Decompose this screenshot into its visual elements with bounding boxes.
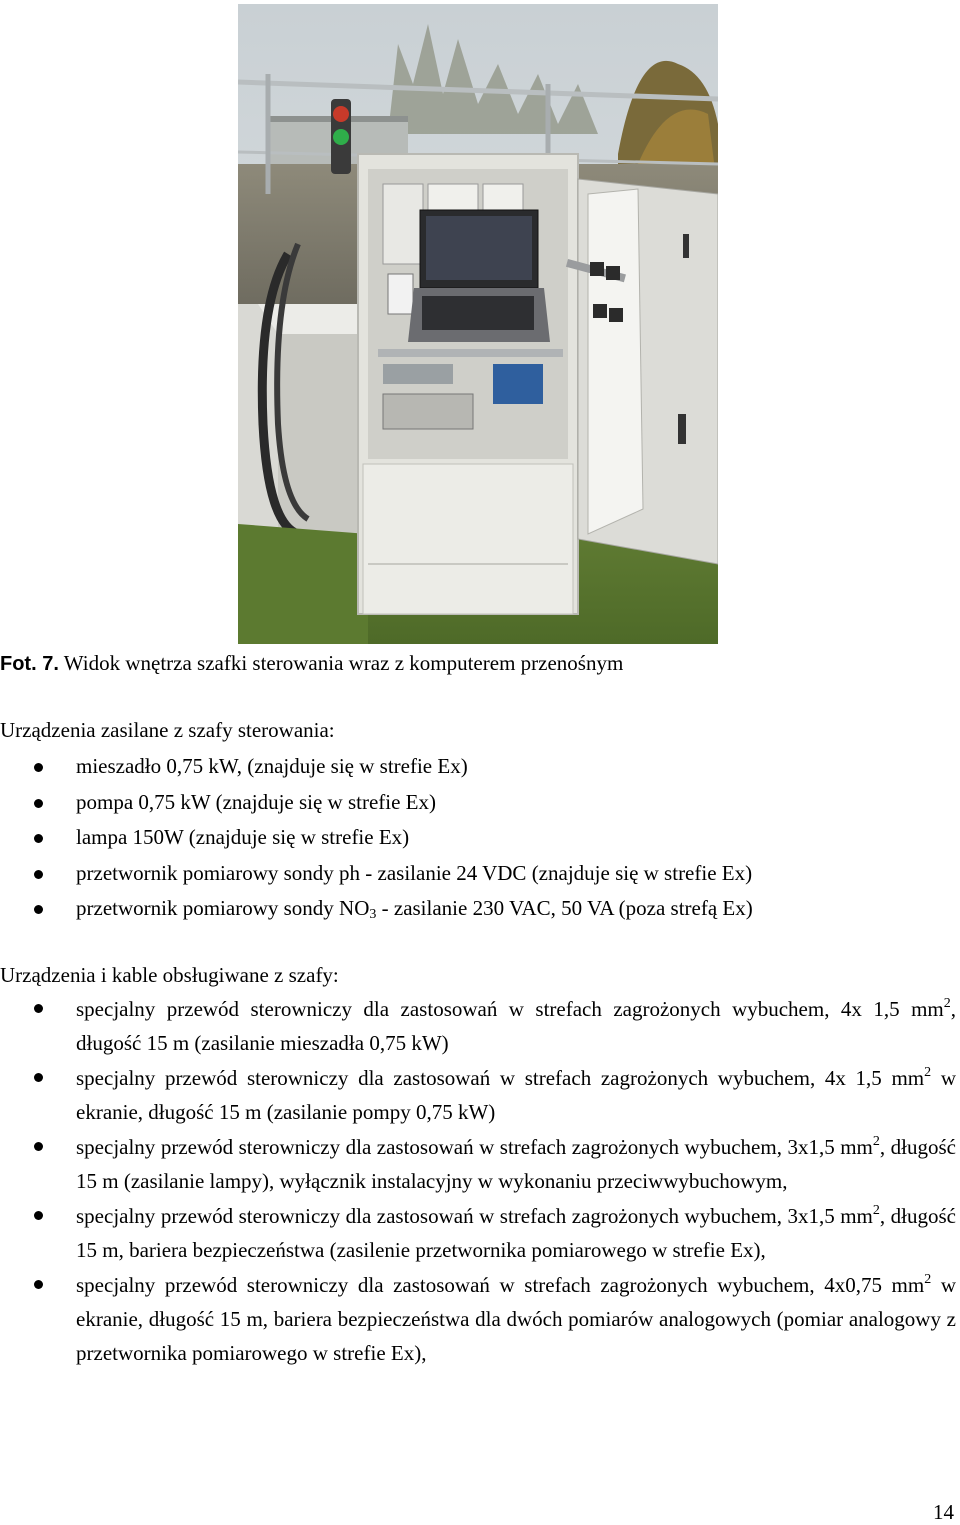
powered-devices-list [0,753,956,931]
bullet-icon [34,1073,43,1082]
list-item: specjalny przewód sterowniczy dla zastosowań w strefach zagrożonych wybuchem, 4x 1,5 $mm^2$, długość 15 m (zasilanie mieszadła 0,75 kW) [0,992,956,1060]
figure-caption [0,650,623,677]
page-number: 14 [933,1500,954,1524]
list-item: specjalny przewód sterowniczy dla zastosowań w strefach zagrożonych wybuchem, 4x 1,5 $mm^2$ w ekranie, długość 15 m (zasilanie pompy 0,75 kW) [0,1061,956,1129]
list-item: specjalny przewód sterowniczy dla zastosowań w strefach zagrożonych wybuchem, 3x1,5 $mm^2$, długość 15 m (zasilanie lampy), wyłącznik instalacyjny w wykonaniu przeciwwybuchowym, [0,1130,956,1198]
list-item: przetwornik pomiarowy sondy $NO_3$ - zasilanie 230 VAC, 50 VA (poza strefą Ex) [0,895,956,931]
cables-list [0,992,956,1371]
section1-heading: Urządzenia zasilane z szafy sterowania: [0,718,335,742]
cabinet-photo [238,4,718,644]
bullet-icon [34,799,43,808]
bullet-icon [34,1142,43,1151]
caption-label: Fot. 7. [0,653,59,675]
section2-heading: Urządzenia i kable obsługiwane z szafy: [0,963,339,987]
bullet-icon [34,870,43,879]
list-item: pompa 0,75 kW (znajduje się w strefie Ex) [0,789,956,825]
list-item: przetwornik pomiarowy sondy ph - zasilanie 24 VDC (znajduje się w strefie Ex) [0,860,956,896]
bullet-icon [34,834,43,843]
bullet-icon [34,905,43,914]
list-item: mieszadło 0,75 kW, (znajduje się w strefie Ex) [0,753,956,789]
list-item: specjalny przewód sterowniczy dla zastosowań w strefach zagrożonych wybuchem, 4x0,75 $mm^2$ w ekranie, długość 15 m, bariera bezpieczeństwa dla dwóch pomiarów analogowych (pomiar analogowy z przetwornika pomiarowego w strefie Ex), [0,1268,956,1370]
bullet-icon [34,763,43,772]
bullet-icon [34,1004,43,1013]
list-item: specjalny przewód sterowniczy dla zastosowań w strefach zagrożonych wybuchem, 3x1,5 $mm^2$, długość 15 m, bariera bezpieczeństwa (zasilenie przetwornika pomiarowego w strefie Ex), [0,1199,956,1267]
list-item: lampa 150W (znajduje się w strefie Ex) [0,824,956,860]
caption-text: Widok wnętrza szafki sterowania wraz z komputerem przenośnym [63,651,624,675]
bullet-icon [34,1211,43,1220]
bullet-icon [34,1280,43,1289]
